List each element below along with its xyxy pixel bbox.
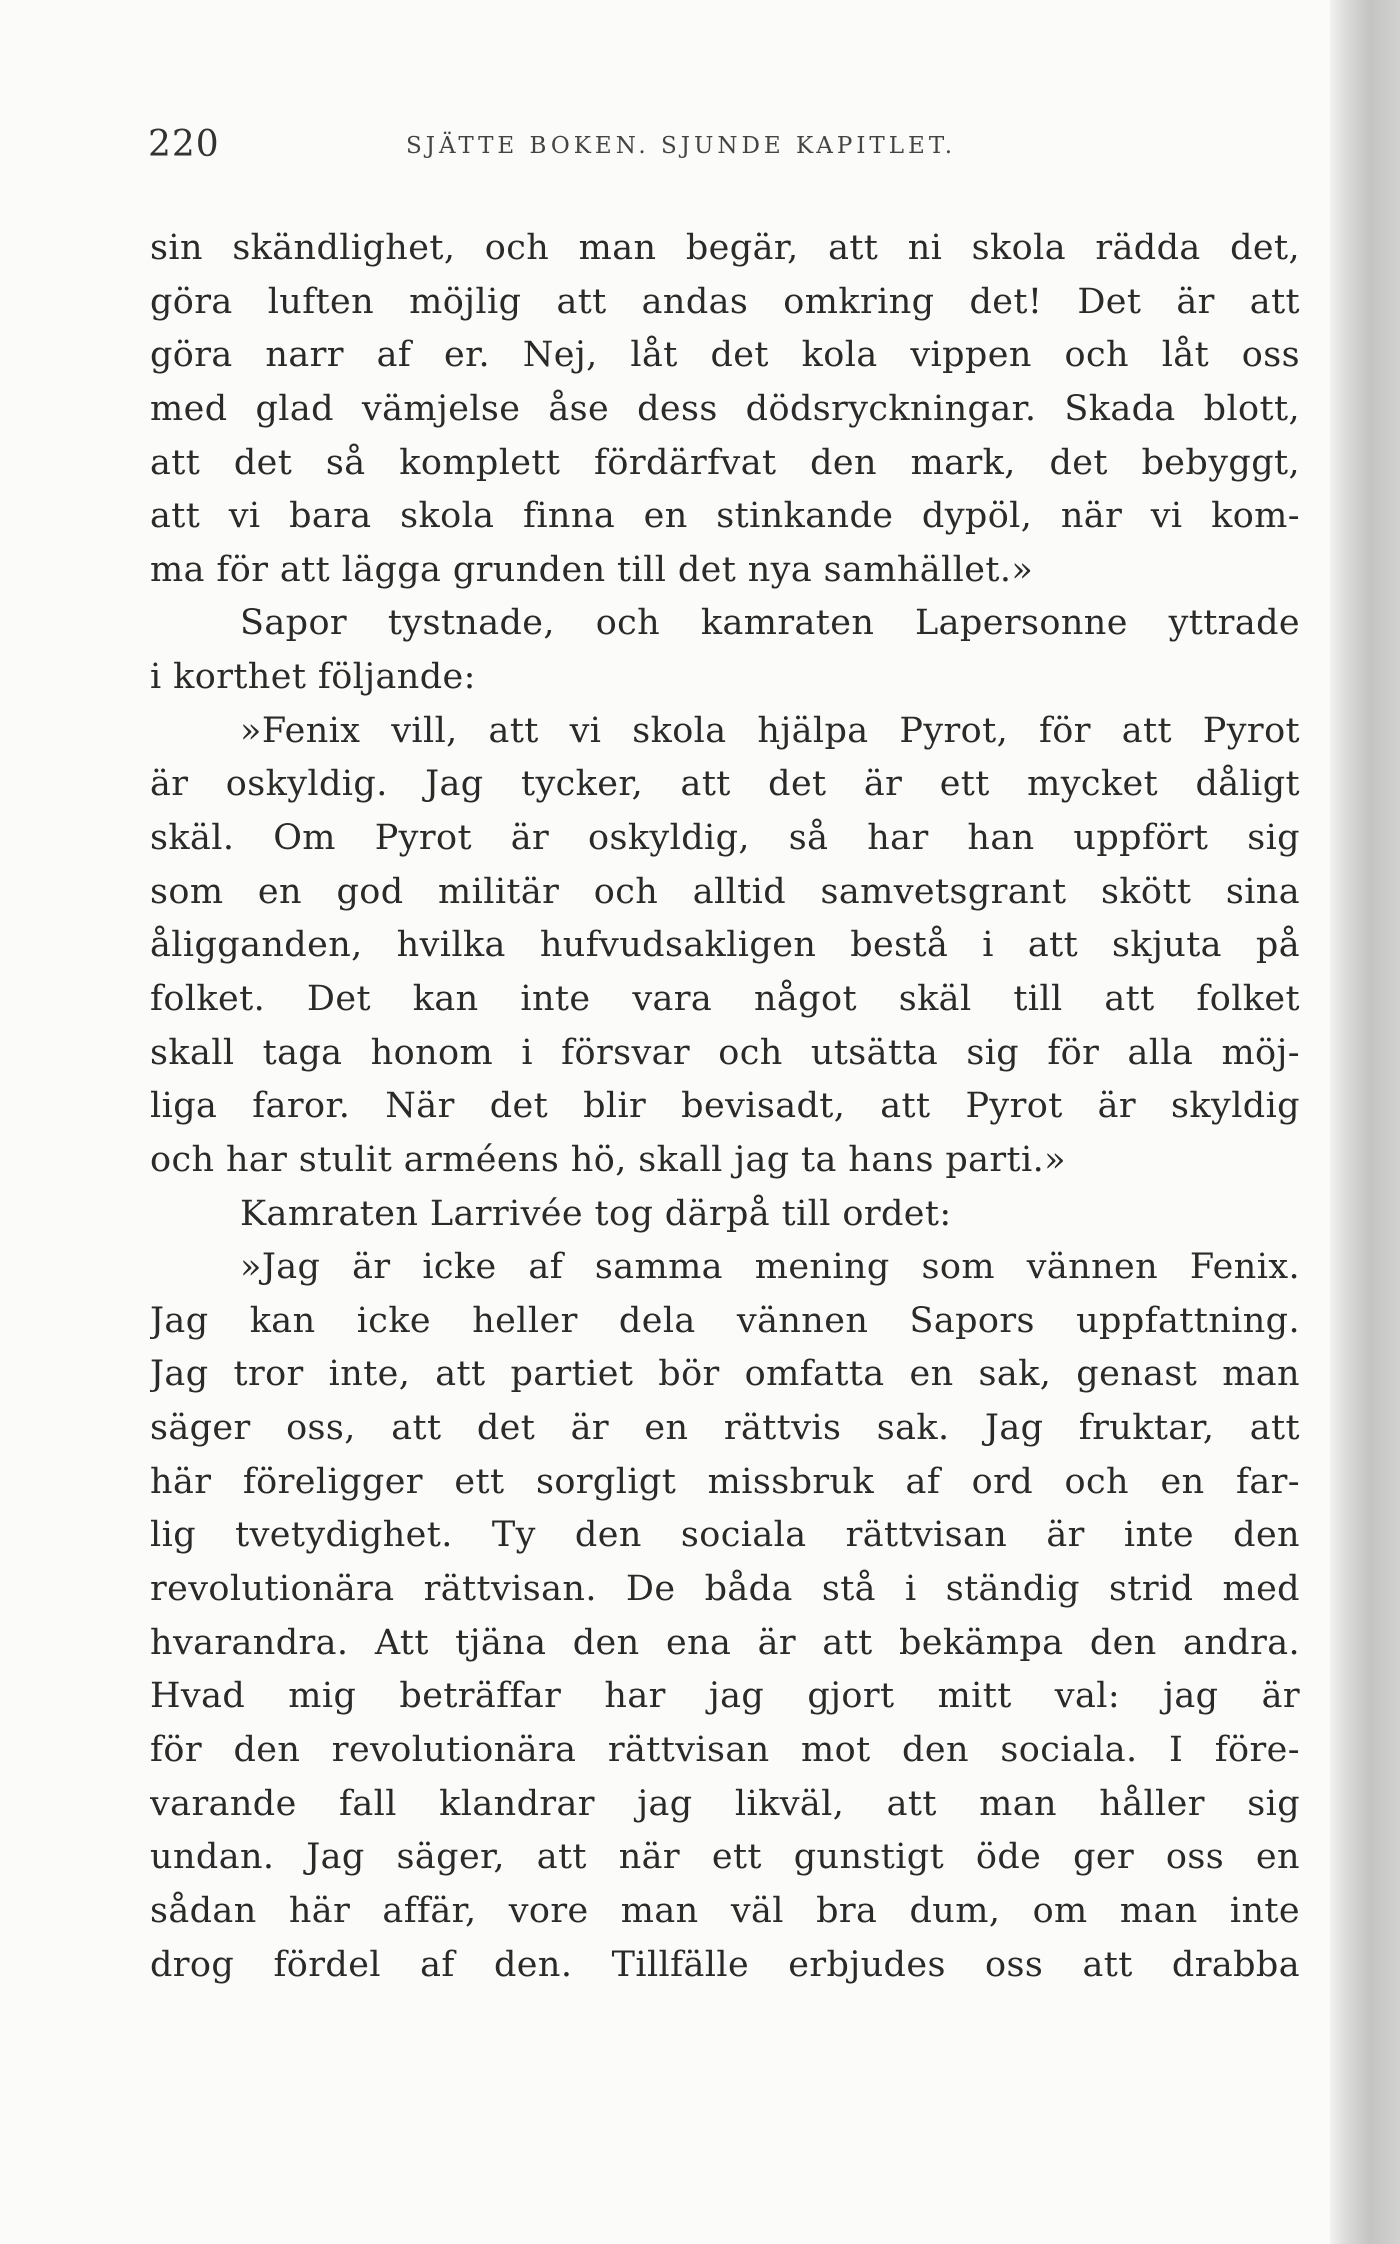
text-line: Hvad mig beträffar har jag gjort mitt val: jag är [150,1676,1300,1717]
text-line: »Jag är icke af samma mening som vännen Fenix. [240,1247,1300,1288]
text-line: hvarandra. Att tjäna den ena är att bekämpa den andra. [150,1622,1300,1663]
text-line: sin skändlighet, och man begär, att ni skola rädda det, [150,228,1300,268]
running-title: SJÄTTE BOKEN. SJUNDE KAPITLET. [406,133,957,159]
text-line: åligganden, hvilka hufvudsakligen bestå i att skjuta på [150,925,1300,966]
text-line: för den revolutionära rättvisan mot den sociala. I före- [150,1729,1300,1770]
text-line: drog fördel af den. Tillfälle erbjudes oss att drabba [150,1944,1300,1985]
text-line: skäl. Om Pyrot är oskyldig, så har han uppfört sig [150,818,1300,859]
text-line: som en god militär och alltid samvetsgrant skött sina [150,871,1300,912]
text-line: här föreligger ett sorgligt missbruk af ord och en far- [150,1461,1300,1502]
text-line: folket. Det kan inte vara något skäl till att folket [150,978,1300,1019]
page-edge-shadow [1330,0,1400,2244]
text-line: med glad vämjelse åse dess dödsryckningar. Skada blott, [150,388,1300,429]
body-text [150,222,1300,1992]
text-line: är oskyldig. Jag tycker, att det är ett mycket dåligt [150,764,1300,805]
text-line: »Fenix vill, att vi skola hjälpa Pyrot, för att Pyrot [240,710,1300,751]
text-line: och har stulit arméens hö, skall jag ta hans parti.» [150,1139,1066,1180]
text-line: liga faror. När det blir bevisadt, att Pyrot är skyldig [150,1086,1300,1127]
text-line: göra luften möjlig att andas omkring det! Det är att [150,281,1300,322]
text-line: lig tvetydighet. Ty den sociala rättvisan är inte den [150,1515,1300,1556]
text-line: ma för att lägga grunden till det nya samhället.» [150,549,1034,590]
text-line: undan. Jag säger, att när ett gunstigt öde ger oss en [150,1837,1300,1878]
text-line: revolutionära rättvisan. De båda stå i ständig strid med [150,1569,1300,1610]
text-line: skall taga honom i försvar och utsätta sig för alla möj- [150,1032,1300,1073]
text-line: Kamraten Larrivée tog därpå till ordet: [240,1193,952,1234]
text-line: Jag kan icke heller dela vännen Sapors uppfattning. [150,1300,1300,1341]
text-line: varande fall klandrar jag likväl, att man håller sig [150,1783,1300,1824]
running-head [148,120,1298,170]
text-line: att det så komplett fördärfvat den mark, det bebyggt, [150,442,1300,483]
text-line: i korthet följande: [150,657,476,698]
text-line: göra narr af er. Nej, låt det kola vippen och låt oss [150,335,1300,376]
text-line: säger oss, att det är en rättvis sak. Jag fruktar, att [150,1408,1300,1449]
text-line: Sapor tystnade, och kamraten Lapersonne yttrade [240,603,1300,644]
text-line: sådan här affär, vore man väl bra dum, om man inte [150,1890,1300,1931]
text-line: att vi bara skola finna en stinkande dypöl, när vi kom- [150,496,1300,537]
page-number: 220 [148,124,220,165]
text-line: Jag tror inte, att partiet bör omfatta en sak, genast man [150,1354,1300,1395]
